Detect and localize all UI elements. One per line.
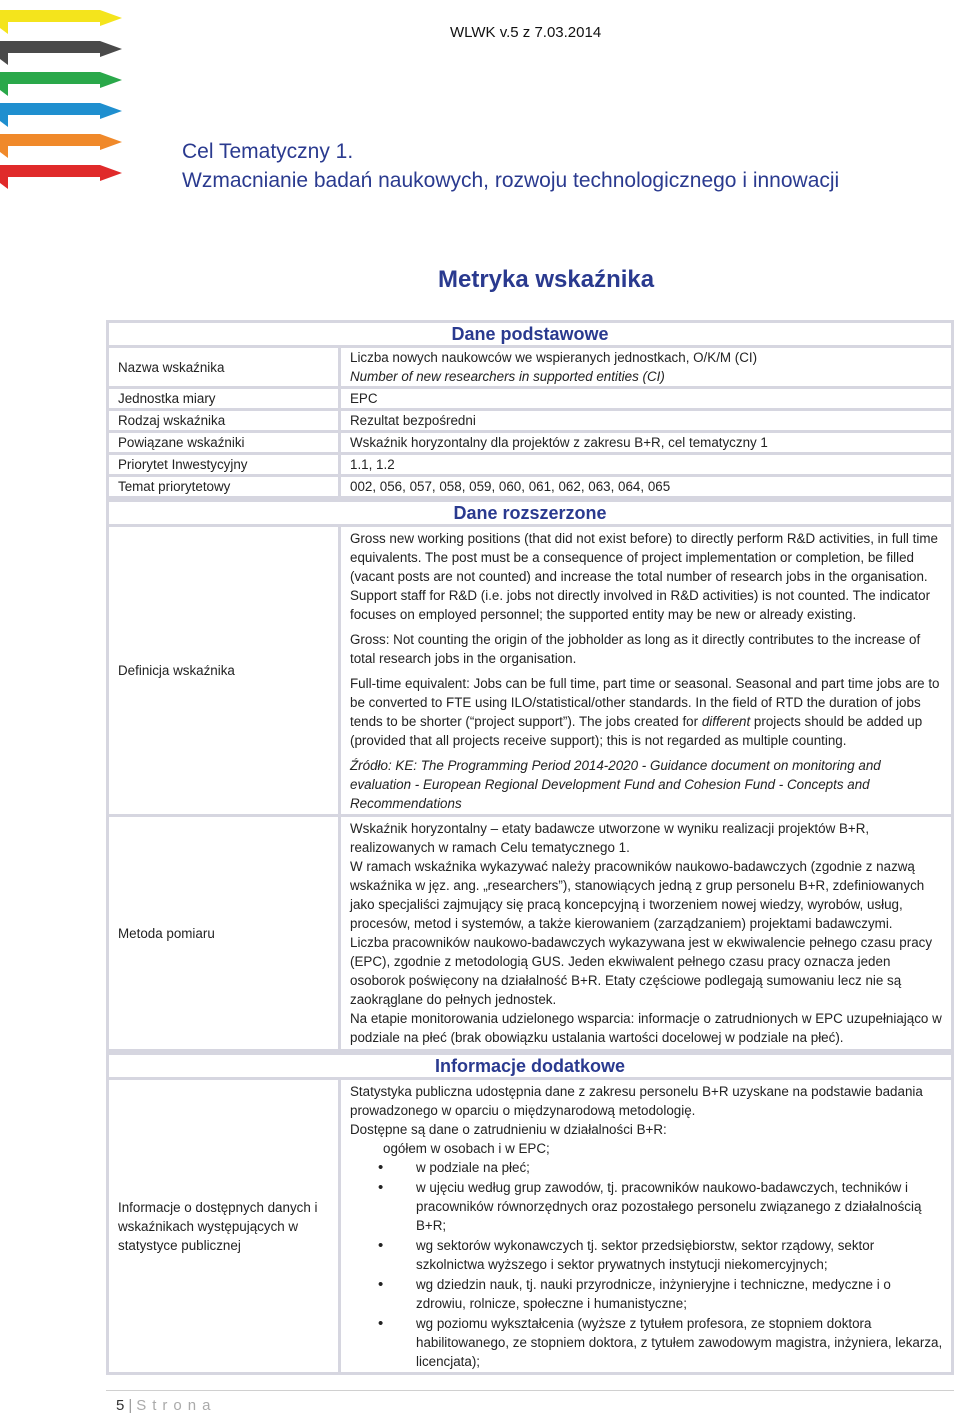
definition-paragraph: Gross: Not counting the origin of the jobholder as long as it directly contributes to the increase of total research jobs in the organisation. (350, 632, 921, 666)
table-row (106, 433, 954, 455)
arrow-stripe (0, 10, 122, 34)
row-label: Nazwa wskaźnika (106, 348, 341, 389)
indicator-metric-table (106, 320, 954, 1375)
arrow-stripe (0, 41, 122, 65)
page-word: Strona (136, 1397, 217, 1414)
definition-paragraph (350, 674, 943, 750)
definition-label: Definicja wskaźnika (106, 527, 341, 817)
list-item: • wg poziomu wykształcenia (wyższe z tytułem profesora, ze stopniem doktora habilitowanego, ze stopniem doktora, z tytułem zawodowym magistra, inżyniera, lekarza, licencjata); (416, 1314, 943, 1371)
public-stats-value (341, 1080, 954, 1375)
row-label: Jednostka miary (106, 389, 341, 411)
method-value (341, 817, 954, 1052)
list-item: • wg dziedzin nauk, tj. nauki przyrodnicze, inżynieryjne i techniczne, medyczne i o zdrowiu, rolnicze, społeczne i humanistyczne; (416, 1275, 943, 1313)
section-row-additional (106, 1052, 954, 1080)
page-number: 5 (116, 1397, 125, 1414)
row-label: Rodzaj wskaźnika (106, 411, 341, 433)
section-row-basic (106, 320, 954, 348)
row-label: Powiązane wskaźniki (106, 433, 341, 455)
section-row-extended (106, 499, 954, 527)
method-label: Metoda pomiaru (106, 817, 341, 1052)
arrow-stripe (0, 103, 122, 127)
row-value: 002, 056, 057, 058, 059, 060, 061, 062, 063, 064, 065 (341, 477, 954, 499)
metric-heading: Metryka wskaźnika (438, 266, 655, 293)
row-value: 1.1, 1.2 (341, 455, 954, 477)
public-stats-label: Informacje o dostępnych danych i wskaźnikach występujących w statystyce publicznej (106, 1080, 341, 1375)
arrow-stripe (0, 165, 122, 189)
page-footer (116, 1397, 216, 1414)
text-span-italic: different (701, 714, 751, 729)
section-title-additional: Informacje dodatkowe (106, 1052, 954, 1080)
stats-paragraph: ogółem w osobach i w EPC; (383, 1141, 550, 1156)
list-item: • w podziale na płeć; (416, 1158, 943, 1177)
indicator-name-pl: Liczba nowych naukowców we wspieranych jednostkach, O/K/M (CI) (350, 350, 758, 365)
section-title-extended: Dane rozszerzone (106, 499, 954, 527)
row-value: Wskaźnik horyzontalny dla projektów z zakresu B+R, cel tematyczny 1 (341, 433, 954, 455)
stats-paragraph: Statystyka publiczna udostępnia dane z zakresu personelu B+R uzyskane na podstawie badania prowadzonego w oparciu o międzynarodową metodologię. (350, 1084, 923, 1118)
section-title-basic: Dane podstawowe (106, 320, 954, 348)
table-row (106, 411, 954, 433)
definition-paragraph: Gross new working positions (that did not exist before) to directly perform R&D activities, in full time equivalents. The post must be a consequence of project implementation or completion, be filled (vacant posts are not counted) and increase the total number of research jobs in the organisation. Support staff for R&D (i.e. jobs not directly involved in R&D activities) is not counted. The indicator focuses on employed personnel; the supported entity may be new or already existing. (350, 531, 938, 622)
table-row (106, 1080, 954, 1375)
table-row (106, 348, 954, 389)
list-item: • w ujęciu według grup zawodów, tj. pracowników naukowo-badawczych, techników i pracowników równorzędnych oraz pozostałego personelu związanego z działalnością B+R; (416, 1178, 943, 1235)
indicator-name-en: Number of new researchers in supported entities (CI) (350, 369, 665, 384)
table-row (106, 527, 954, 817)
text-span: projects should be added up (provided that all projects receive support); this is not regarded as multiple counting. (350, 714, 923, 748)
row-label: Temat priorytetowy (106, 477, 341, 499)
color-arrows-logo (0, 0, 130, 195)
footer-divider (106, 1390, 954, 1391)
thematic-goal-number: Cel Tematyczny 1. (182, 140, 354, 163)
row-value: Rezultat bezpośredni (341, 411, 954, 433)
version-label: WLWK v.5 z 7.03.2014 (450, 24, 602, 41)
row-value: EPC (341, 389, 954, 411)
stats-paragraph: Dostępne są dane o zatrudnieniu w działalności B+R: (350, 1122, 667, 1137)
table-row (106, 455, 954, 477)
method-paragraph: Liczba pracowników naukowo-badawczych wykazywana jest w ekwiwalencie pełnego czasu pracy (EPC), zgodnie z metodologią GUS. Jeden ekwiwalent pełnego czasu pracy oznacza jeden osoborok poświęcony na działalność B+R. Etaty częściowe podlegają sumowaniu lecz nie są zaokrąglane do pełnych jednostek. (350, 935, 933, 1007)
footer-separator: | (128, 1397, 133, 1414)
definition-value (341, 527, 954, 817)
method-paragraph: Na etapie monitorowania udzielonego wsparcia: informacje o zatrudnionych w EPC uzupełniająco w podziale na płeć (brak obowiązku ustalania wartości docelowej w podziale na płeć). (350, 1011, 942, 1045)
list-item: • wg sektorów wykonawczych tj. sektor przedsiębiorstw, sektor rządowy, sektor szkolnictwa wyższego i sektor prywatnych instytucji niekomercyjnych; (416, 1236, 943, 1274)
source-citation: Źródło: KE: The Programming Period 2014-2020 - Guidance document on monitoring and evaluation - European Regional Development Fund and Cohesion Fund - Concepts and Recommendations (350, 758, 881, 811)
thematic-goal-title: Wzmacnianie badań naukowych, rozwoju technologicznego i innowacji (182, 169, 840, 192)
arrow-stripe (0, 134, 122, 158)
method-paragraph: Wskaźnik horyzontalny – etaty badawcze utworzone w wyniku realizacji projektów B+R, realizowanych w ramach Celu tematycznego 1. (350, 821, 870, 855)
stats-bullet-list (350, 1158, 943, 1371)
method-paragraph: W ramach wskaźnika wykazywać należy pracowników naukowo-badawczych (zgodnie z nazwą wskaźnika w jęz. ang. „researchers”), stanowiących jedną z grup personelu B+R, zdefiniowanych jako specjaliści zajmujący się pracą koncepcyjną i tworzeniem nowej wiedzy, wyrobów, usług, procesów, metod i systemów, a także kierowaniem (zarządzaniem) projektami badawczymi. (350, 859, 925, 931)
arrow-stripe (0, 72, 122, 96)
table-row (106, 817, 954, 1052)
row-label: Priorytet Inwestycyjny (106, 455, 341, 477)
table-row (106, 477, 954, 499)
text-span: Full-time equivalent: Jobs can be full time, part time or seasonal. Seasonal and part time jobs are to be converted to FTE using ILO/statistical/other standards. In the field of RTD the duration of jobs tends to be shorter (“project support”). The jobs created for (350, 676, 940, 729)
table-row (106, 389, 954, 411)
row-value (341, 348, 954, 389)
